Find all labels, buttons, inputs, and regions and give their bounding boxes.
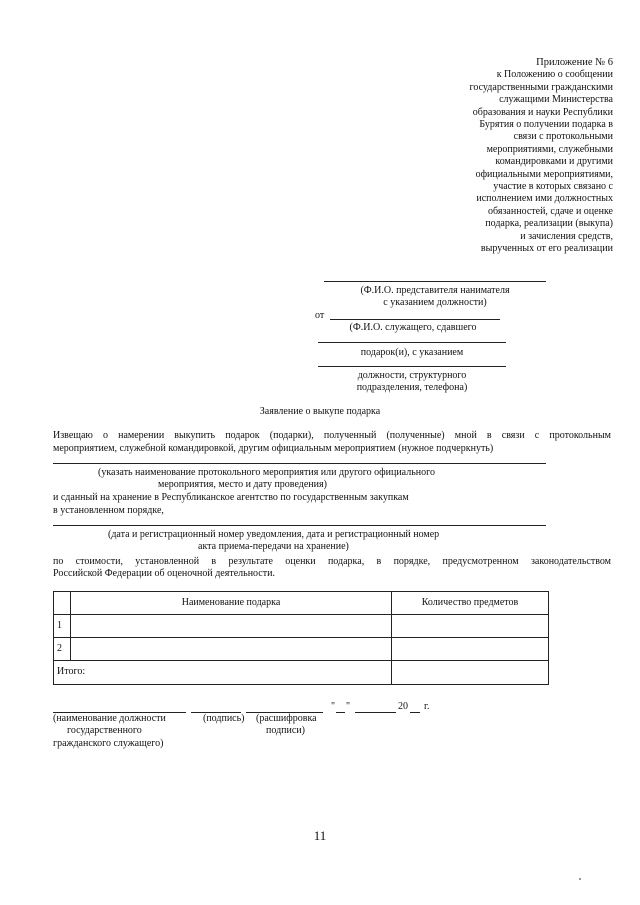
row-number: 2: [54, 638, 71, 661]
table-row: [54, 615, 549, 638]
table-header-gift-name: Наименование подарка: [71, 592, 392, 615]
total-quantity-cell[interactable]: [392, 661, 549, 685]
decode-caption: (расшифровка подписи): [256, 713, 317, 737]
appendix-line: служащими Министерства: [499, 94, 613, 106]
appendix-number: Приложение № 6: [536, 57, 613, 68]
appendix-line: участие в которых связано с: [493, 181, 613, 193]
page-number: 11: [313, 828, 327, 843]
position-caption-signature: (наименование должности государственного гражданского служащего): [53, 713, 166, 749]
appendix-block: [373, 57, 613, 256]
gifts-table: [53, 591, 549, 685]
appendix-line: к Положению о сообщении: [496, 69, 613, 81]
handed-line-2: в установленном порядке,: [53, 505, 164, 516]
month-line[interactable]: [355, 712, 396, 713]
table-header-quantity: Количество предметов: [392, 592, 549, 615]
table-row: [54, 638, 549, 661]
appendix-line: обязанностей, сдаче и оценке: [488, 205, 613, 217]
employee-extra-line[interactable]: [318, 342, 506, 343]
position-line[interactable]: [318, 366, 506, 367]
scan-speck: [579, 878, 581, 880]
event-caption: (указать наименование протокольного мероприятия или другого официального мероприятия, место и дату проведения): [98, 467, 435, 491]
position-caption: должности, структурного подразделения, телефона): [356, 370, 468, 394]
day-line[interactable]: [336, 712, 345, 713]
handed-line-1: и сданный на хранение в Республиканское агентство по государственным закупкам: [53, 492, 409, 503]
date-quote-open: ": [331, 701, 336, 712]
table-header-row: [54, 592, 549, 615]
appendix-line: мероприятиями, служебными: [486, 143, 613, 155]
gift-name-cell[interactable]: [71, 615, 392, 638]
appendix-line: связи с протокольными: [513, 131, 613, 143]
quantity-cell[interactable]: [392, 638, 549, 661]
from-label: от: [315, 310, 325, 321]
year-line[interactable]: [410, 712, 420, 713]
event-line[interactable]: [53, 463, 546, 464]
total-label: Итого:: [54, 661, 392, 685]
appendix-line: исполнением ими должностных: [476, 193, 613, 205]
gift-caption: подарок(и), с указанием: [360, 347, 464, 358]
registration-line[interactable]: [53, 525, 546, 526]
intro-line-1: Извещаю о намерении выкупить подарок (подарки), полученный (полученные) мной в связи с протокольным: [53, 430, 611, 441]
table-header-cell: [54, 592, 71, 615]
cost-line-1: по стоимости, установленной в результате оценки подарка, в порядке, предусмотренном законодательством: [53, 556, 611, 567]
intro-line-2: мероприятием, служебной командировкой, другим официальным мероприятием (нужное подчеркнуть): [53, 443, 494, 454]
year-suffix: г.: [424, 701, 430, 712]
employer-caption: (Ф.И.О. представителя нанимателя с указанием должности): [360, 285, 510, 309]
year-prefix: 20: [398, 701, 408, 712]
appendix-line: образования и науки Республики: [472, 106, 613, 118]
appendix-line: вырученных от его реализации: [480, 243, 613, 255]
appendix-line: командировками и другими: [495, 156, 613, 168]
appendix-line: подарка, реализации (выкупа): [485, 218, 613, 230]
appendix-line: государственными гражданскими: [469, 81, 613, 93]
employee-caption: (Ф.И.О. служащего, сдавшего: [349, 322, 477, 333]
appendix-line: официальными мероприятиями,: [475, 168, 613, 180]
quantity-cell[interactable]: [392, 615, 549, 638]
appendix-line: Бурятия о получении подарка в: [479, 119, 613, 131]
employee-name-line[interactable]: [330, 319, 500, 320]
signature-caption: (подпись): [203, 713, 245, 724]
document-title: Заявление о выкупе подарка: [259, 406, 381, 417]
appendix-line: и зачисления средств,: [520, 230, 613, 242]
gift-name-cell[interactable]: [71, 638, 392, 661]
registration-caption: (дата и регистрационный номер уведомления, дата и регистрационный номер акта приема-передачи на хранение): [108, 529, 440, 553]
row-number: 1: [54, 615, 71, 638]
table-total-row: [54, 661, 549, 685]
date-quote-close: ": [346, 701, 351, 712]
cost-line-2: Российской Федерации об оценочной деятельности.: [53, 568, 275, 579]
employer-name-line[interactable]: [324, 281, 546, 282]
